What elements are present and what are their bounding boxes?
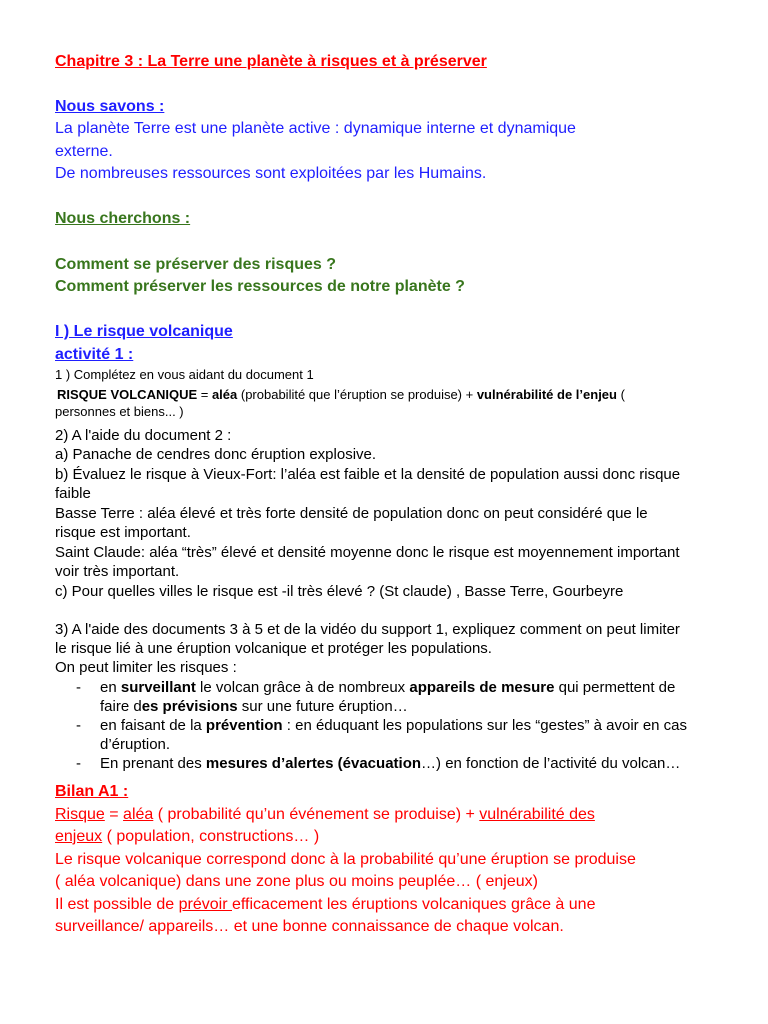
bullet-2-post: : en éduquant les populations sur les “gestes” à avoir en cas: [282, 717, 688, 734]
bullet-dash-3: -: [76, 755, 81, 772]
bilan-risque: Risque: [55, 806, 105, 823]
bullet-1-bold-surveillant: surveillant: [120, 679, 196, 696]
equals-sign: =: [197, 387, 212, 402]
nous-savons-heading: Nous savons :: [55, 98, 165, 115]
answer-2b-line-6: voir très important.: [55, 563, 180, 580]
bullet-3-bold-alertes: mesures d’alertes (évacuation: [205, 755, 422, 772]
vulnerability-term: vulnérabilité de l’enjeu: [476, 387, 617, 402]
answer-2b-line-5: Saint Claude: aléa “très” élevé et densité moyenne donc le risque est moyennement important: [55, 544, 680, 561]
bullet-3-line-1: [100, 754, 680, 774]
bullet-1-line-2: [100, 697, 408, 717]
nous-cherchons-heading: Nous cherchons :: [55, 210, 191, 227]
risk-equation-line-2: personnes et biens... ): [55, 404, 184, 419]
bilan-equals: =: [104, 806, 124, 823]
question-3-line-2: le risque lié à une éruption volcanique et protéger les populations.: [55, 640, 492, 657]
bullet-1-text-post: qui permettent de: [554, 679, 676, 696]
bilan-prevoir: prévoir: [178, 896, 232, 913]
alea-definition: (probabilité que l’éruption se produise) +: [237, 387, 477, 402]
answer-2a: a) Panache de cendres donc éruption explosive.: [55, 446, 377, 463]
question-1: 1 ) Complétez en vous aidant du document 1: [55, 367, 314, 382]
bilan-heading: Bilan A1 :: [55, 783, 129, 800]
bullet-dash-2: -: [76, 717, 81, 734]
answer-2c: c) Pour quelles villes le risque est -il très élevé ? (St claude) , Basse Terre, Gourbeyre: [55, 583, 624, 600]
bullet-3-pre: En prenant des: [100, 755, 206, 772]
section-heading-risque-volcanique: I ) Le risque volcanique: [55, 323, 233, 340]
bilan-line-1: [55, 804, 595, 826]
bilan-line-4: ( aléa volcanique) dans une zone plus ou moins peuplée… ( enjeux): [55, 873, 538, 890]
question-risques: Comment se préserver des risques ?: [55, 256, 337, 273]
bilan-alea: aléa: [123, 806, 154, 823]
savons-line-1: La planète Terre est une planète active : dynamique interne et dynamique: [55, 120, 576, 137]
bilan-enjeux-def: ( population, constructions… ): [102, 828, 320, 845]
alea-term: aléa: [211, 387, 238, 402]
question-3-line-3: On peut limiter les risques :: [55, 659, 237, 676]
question-2: 2) A l'aide du document 2 :: [55, 427, 232, 444]
risk-label: RISQUE VOLCANIQUE: [57, 387, 198, 402]
bullet-1-line-2-pre: faire d: [100, 698, 142, 715]
activity-heading: activité 1 :: [55, 346, 134, 363]
answer-2b-line-1: b) Évaluez le risque à Vieux-Fort: l’aléa est faible et la densité de population aussi donc risque: [55, 466, 681, 483]
bullet-2-pre: en faisant de la: [100, 717, 206, 734]
bilan-vulnerabilite: vulnérabilité des: [479, 806, 595, 823]
bullet-3-post: …) en fonction de l’activité du volcan…: [421, 755, 681, 772]
bilan-line-6: surveillance/ appareils… et une bonne connaissance de chaque volcan.: [55, 918, 564, 935]
bullet-1-text-mid: le volcan grâce à de nombreux: [195, 679, 410, 696]
answer-2b-line-2: faible: [55, 485, 91, 502]
bullet-dash-1: -: [76, 679, 81, 696]
bilan-line-2: [55, 826, 319, 848]
bilan-enjeux: enjeux: [55, 828, 103, 845]
bilan-line-5-pre: Il est possible de: [55, 896, 179, 913]
bullet-1-bold-previsions: es prévisions: [141, 698, 238, 715]
bilan-line-5: [55, 894, 595, 916]
bullet-2-line-2: d’éruption.: [100, 736, 171, 753]
bullet-2-bold-prevention: prévention: [205, 717, 283, 734]
answer-2b-line-3: Basse Terre : aléa élevé et très forte densité de population donc on peut considéré que le: [55, 505, 648, 522]
bilan-line-5-post: efficacement les éruptions volcaniques grâce à une: [231, 896, 596, 913]
bullet-1-line-2-post: sur une future éruption…: [237, 698, 408, 715]
question-3-line-1: 3) A l'aide des documents 3 à 5 et de la vidéo du support 1, expliquez comment on peut limiter: [55, 621, 680, 638]
bullet-1-bold-appareils: appareils de mesure: [409, 679, 555, 696]
chapter-title: Chapitre 3 : La Terre une planète à risques et à préserver: [55, 53, 487, 70]
risk-equation-line-1: [57, 386, 625, 403]
answer-2b-line-4: risque est important.: [55, 524, 191, 541]
savons-line-2: externe.: [55, 143, 113, 160]
bullet-1-line-1: [100, 678, 675, 698]
savons-line-3: De nombreuses ressources sont exploitées par les Humains.: [55, 165, 487, 182]
bullet-1-text: en: [100, 679, 121, 696]
bilan-alea-def: ( probabilité qu’un événement se produise) +: [153, 806, 480, 823]
bullet-2-line-1: [100, 716, 687, 736]
question-ressources: Comment préserver les ressources de notre planète ?: [55, 278, 465, 295]
vulnerability-paren: (: [616, 387, 625, 402]
bilan-line-3: Le risque volcanique correspond donc à la probabilité qu’une éruption se produise: [55, 851, 636, 868]
